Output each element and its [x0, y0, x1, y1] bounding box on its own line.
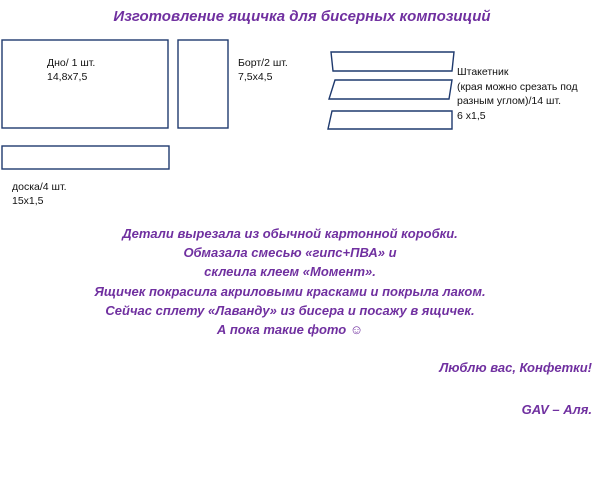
text-line-1: Детали вырезала из обычной картонной коробки.: [122, 226, 458, 241]
slat-note-2: разным углом)/14 шт.: [457, 95, 562, 107]
side-rect: [178, 40, 228, 128]
slat-shape-2: [329, 80, 452, 99]
slat-shape-1: [331, 52, 454, 71]
board-label: доска/4 шт.: [12, 181, 67, 193]
text-line-3: склеила клеем «Момент».: [204, 264, 376, 279]
page-title: Изготовление ящичка для бисерных композиций: [113, 8, 491, 25]
signature-author: GAV – Аля.: [521, 402, 592, 417]
bottom-rect: [2, 40, 168, 128]
slat-note-1: (края можно срезать под: [457, 81, 578, 93]
signature-greeting: Люблю вас, Конфетки!: [439, 360, 592, 375]
text-line-4: Ящичек покрасила акриловыми красками и покрыла лаком.: [94, 284, 486, 299]
text-line-6: А пока такие фото ☺: [216, 322, 364, 337]
side-size: 7,5х4,5: [238, 71, 273, 83]
slat-label: Штакетник: [457, 66, 509, 78]
bottom-label: Дно/ 1 шт.: [47, 57, 96, 69]
side-label: Борт/2 шт.: [238, 57, 288, 69]
text-line-2: Обмазала смесью «гипс+ПВА» и: [183, 245, 397, 260]
board-rect: [2, 146, 169, 169]
slat-size: 6 х1,5: [457, 110, 486, 122]
bottom-size: 14,8х7,5: [47, 71, 88, 83]
slat-shape-3: [328, 111, 452, 129]
text-line-5: Сейчас сплету «Лаванду» из бисера и посажу в ящичек.: [105, 303, 475, 318]
board-size: 15х1,5: [12, 195, 44, 207]
